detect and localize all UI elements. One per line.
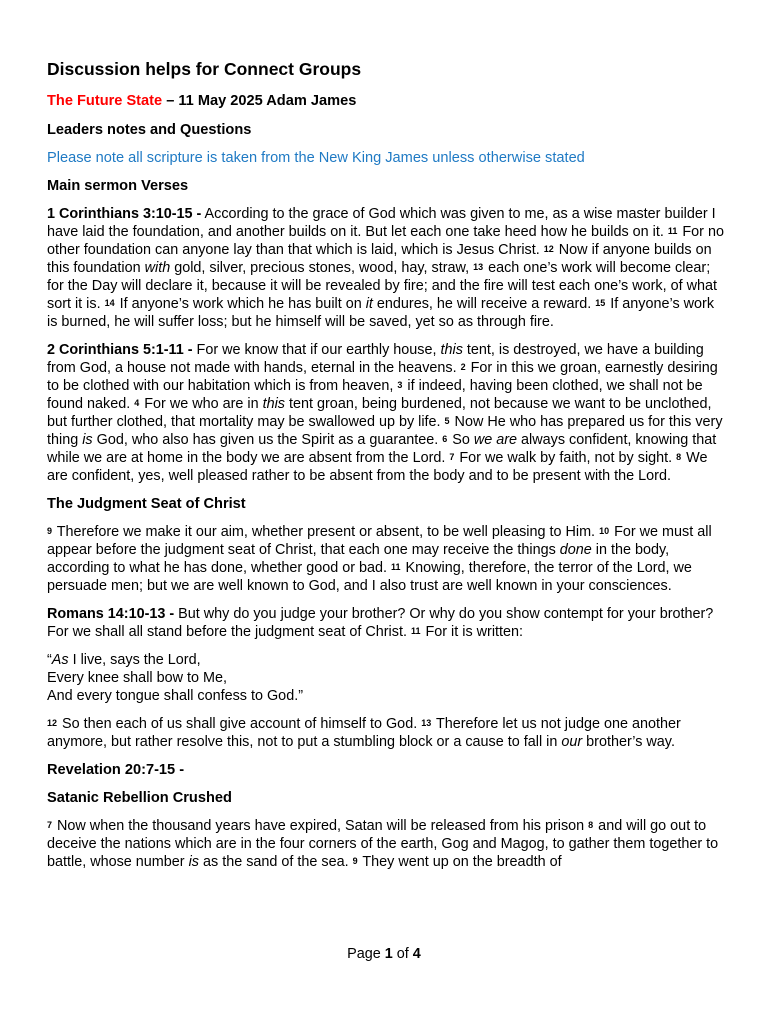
passage-text: and will go out to deceive the nations which are in the four corners of the earth, Gog and Magog, to gather them together to battle, whose number [47,818,719,870]
quote-line: And every tongue shall confess to God.” [47,688,303,704]
passage-judgment-seat [47,523,727,595]
passage-text: God, who also has given us the Spirit as a guarantee. [92,432,443,448]
italic-word: As [51,652,69,668]
italic-word: we are [473,432,518,448]
sermon-line [47,91,727,111]
document-title: Discussion helps for Connect Groups [47,59,362,79]
verse-number: 4 [134,398,140,408]
passage-text: endures, he will receive a reward. [372,296,596,312]
passage-romans-cont [47,715,727,751]
passage-ref: 2 Corinthians 5:1-11 - [47,342,193,358]
verse-number: 15 [595,298,606,308]
verse-number: 14 [104,298,115,308]
passage-text: For we walk by faith, not by sight. [455,450,677,466]
verse-number: 5 [444,416,450,426]
passage-2-corinthians [47,341,727,485]
verse-number: 8 [588,820,594,830]
passage-1-corinthians [47,205,727,331]
verse-number: 7 [449,452,455,462]
open-quote: “ [47,652,52,668]
passage-text: So then each of us shall give account of himself to God. [58,716,422,732]
page-content [47,58,727,881]
passage-text: Now when the thousand years have expired, Satan will be released from his prison [53,818,589,834]
passage-text: Now He who has prepared us for this very thing [47,414,723,448]
passage-text: So [448,432,474,448]
passage-text: Therefore let us not judge one another anymore, but rather resolve this, not to put a stumbling block or a cause to fall in [47,716,681,750]
satanic-rebellion-heading: Satanic Rebellion Crushed [47,790,232,806]
passage-text: Knowing, therefore, the terror of the Lord, we persuade men; but we are well known to God, and I also trust are well known in your consciences. [47,560,692,594]
italic-word: is [82,432,93,448]
passage-text: If anyone’s work which he has built on [115,296,366,312]
italic-word: it [365,296,373,312]
passage-text: if indeed, having been clothed, we shall not be found naked. [47,378,703,412]
passage-text: Now if anyone builds on this foundation [47,242,712,276]
passage-text: We are confident, yes, well pleased rather to be absent from the body and to be present with the Lord. [47,450,708,484]
of-label: of [392,946,413,962]
verse-number: 11 [410,626,421,636]
passage-text: For we know that if our earthly house, [192,342,441,358]
verse-number: 2 [460,362,466,372]
verse-number: 10 [599,526,610,536]
passage-text: For in this we groan, earnestly desiring to be clothed with our habitation which is from heaven, [47,360,718,394]
passage-text: According to the grace of God which was given to me, as a wise master builder I have laid the foundation, and another builds on it. But let each one take heed how he builds on it. [47,206,716,240]
passage-text: always confident, knowing that while we are at home in the body we are absent from the Lord. [47,432,717,466]
passage-text: tent, is destroyed, we have a building from God, a house not made with hands, eternal in the heavens. [47,342,704,376]
revelation-ref: Revelation 20:7-15 - [47,762,185,778]
passage-text: each one’s work will become clear; for the Day will declare it, because it will be revealed by fire; and the fire will test each one’s work, of what sort it is. [47,260,718,312]
passage-ref: 1 Corinthians 3:10-15 - [47,206,202,222]
verse-number: 8 [676,452,682,462]
page-label: Page [347,946,385,962]
passage-text: For we must all appear before the judgment seat of Christ, that each one may receive the things [47,524,712,558]
verse-number: 3 [397,380,403,390]
passage-ref: Romans 14:10-13 - [47,606,175,622]
passage-text: brother’s way. [582,734,675,750]
italic-word: is [188,854,199,870]
current-page-number: 1 [384,946,393,962]
verse-number: 9 [47,526,53,536]
italic-word: done [559,542,592,558]
quotation-block [47,651,727,705]
series-title: The Future State [47,93,163,109]
passage-text: Therefore we make it our aim, whether present or absent, to be well pleasing to Him. [53,524,600,540]
passage-text: For it is written: [421,624,524,640]
scripture-note: Please note all scripture is taken from the New King James unless otherwise stated [47,150,585,166]
italic-word: this [262,396,286,412]
verse-number: 11 [667,226,678,236]
passage-text: as the sand of the sea. [199,854,353,870]
passage-text: in the body, according to what he has done, whether good or bad. [47,542,670,576]
passage-text: gold, silver, precious stones, wood, hay, straw, [170,260,474,276]
main-verses-heading: Main sermon Verses [47,178,189,194]
verse-number: 13 [421,718,432,728]
passage-revelation [47,817,727,871]
passage-text: They went up on the breadth of [358,854,562,870]
page-footer [0,946,768,962]
date-speaker: – 11 May 2025 Adam James [162,93,357,109]
passage-text: But why do you judge your brother? Or why do you show contempt for your brother? For we shall all stand before the judgment seat of Christ. [47,606,714,640]
verse-number: 7 [47,820,53,830]
judgment-seat-heading: The Judgment Seat of Christ [47,496,246,512]
italic-word: this [440,342,463,358]
total-pages-number: 4 [412,946,421,962]
verse-number: 13 [473,262,484,272]
quote-line: Every knee shall bow to Me, [47,670,227,686]
verse-number: 11 [391,562,401,572]
verse-number: 6 [442,434,448,444]
verse-number: 12 [543,244,554,254]
passage-text: For no other foundation can anyone lay than that which is laid, which is Jesus Christ. [47,224,724,258]
passage-text: For we who are in [140,396,263,412]
passage-text: tent groan, being burdened, not because we want to be unclothed, but further clothed, that mortality may be swallowed up by life. [47,396,712,430]
passage-romans [47,605,727,641]
verse-number: 12 [47,718,58,728]
passage-text: If anyone’s work is burned, he will suffer loss; but he himself will be saved, yet so as through fire. [47,296,715,330]
leaders-notes-heading: Leaders notes and Questions [47,122,252,138]
quote-line: I live, says the Lord, [68,652,201,668]
verse-number: 9 [352,856,358,866]
italic-word: our [561,734,583,750]
italic-word: with [144,260,171,276]
